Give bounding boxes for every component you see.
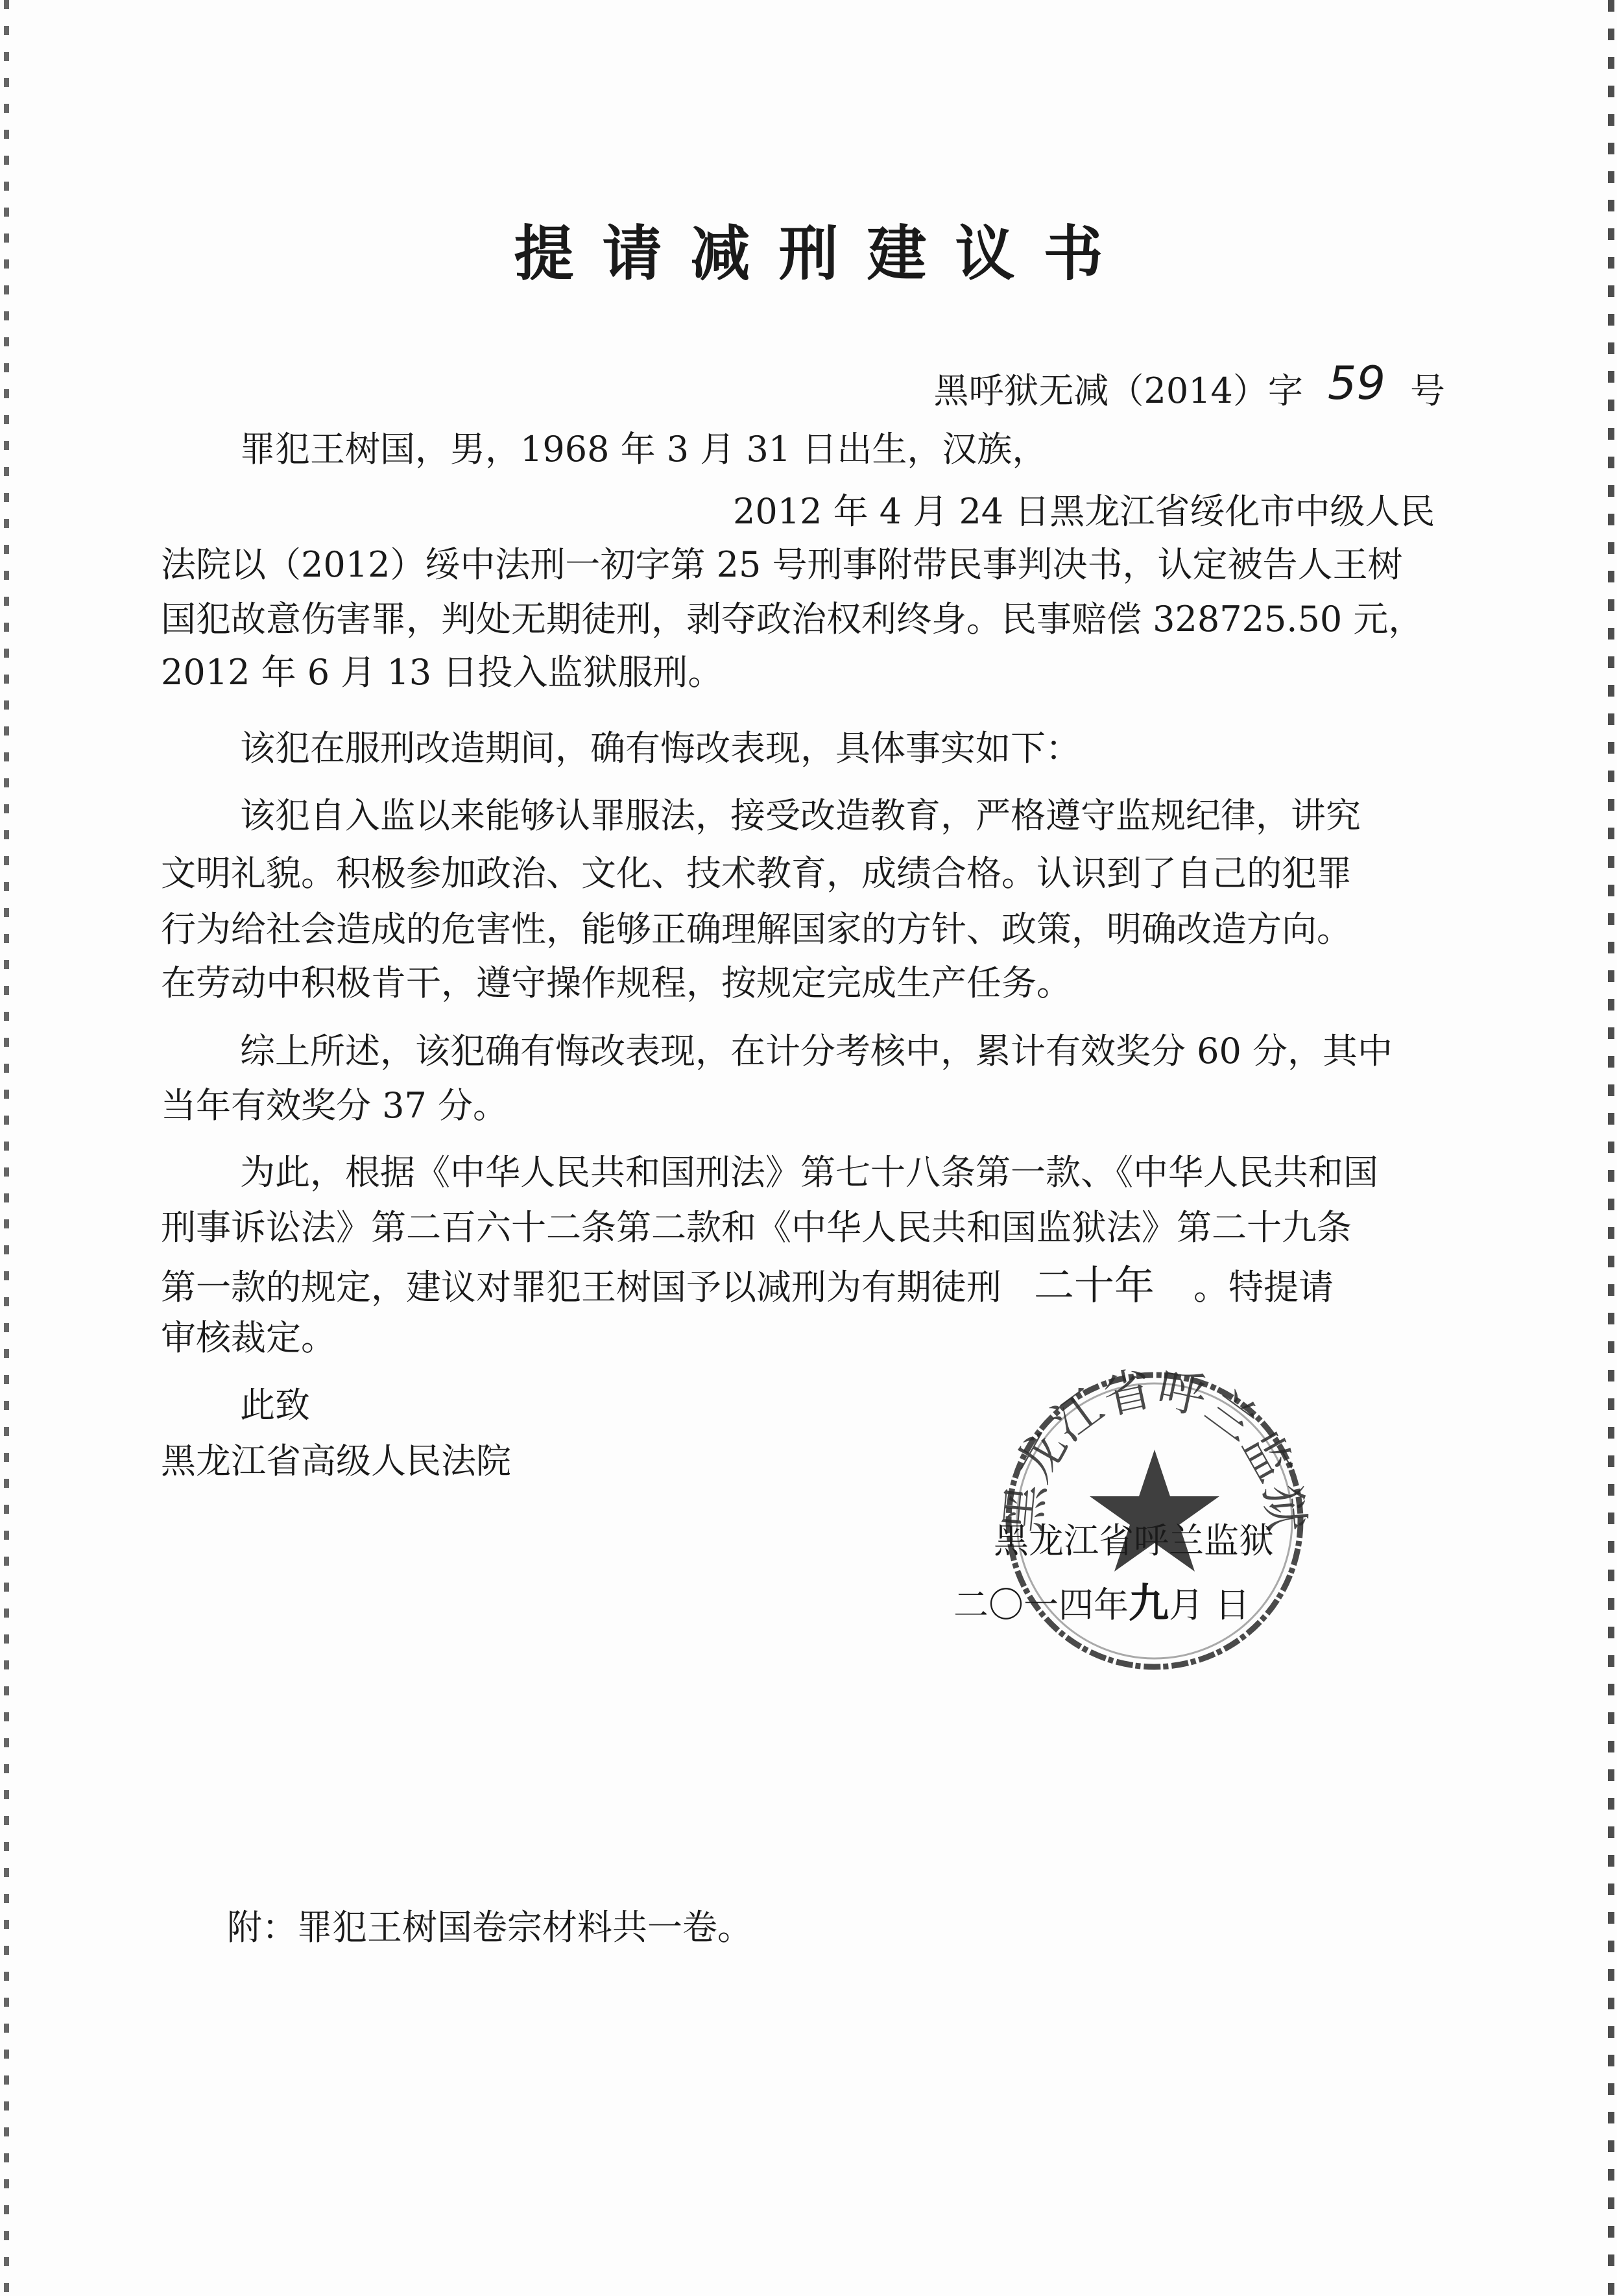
paragraph-facts-line-2: 文明礼貌。积极参加政治、文化、技术教育，成绩合格。认识到了自己的犯罪	[161, 853, 1352, 894]
paragraph-basis-line-2: 刑事诉讼法》第二百六十二条第二款和《中华人民共和国监狱法》第二十九条	[161, 1207, 1352, 1248]
attachment-note: 附：罪犯王树国卷宗材料共一卷。	[227, 1907, 752, 1948]
doc-number-suffix: 号	[1410, 370, 1445, 411]
paragraph-basis-line-4: 审核裁定。	[161, 1317, 336, 1358]
scan-edge-right	[1608, 0, 1614, 2296]
document-number	[933, 357, 1445, 414]
basis-line-3-end: 。特提请	[1193, 1267, 1334, 1308]
judgment-line-4: 2012 年 6 月 13 日投入监狱服刑。	[161, 652, 723, 693]
document-title: 提请减刑建议书	[514, 219, 1132, 289]
addressee: 黑龙江省高级人民法院	[161, 1441, 511, 1481]
signing-date	[953, 1571, 1250, 1629]
paragraph-basis-line-1: 为此，根据《中华人民共和国刑法》第七十八条第一款、《中华人民共和国	[240, 1152, 1378, 1193]
basis-line-3-text: 第一款的规定，建议对罪犯王树国予以减刑为有期徒刑	[161, 1267, 1001, 1308]
paragraph-basis-line-3	[161, 1262, 1334, 1309]
scan-edge-left	[4, 0, 9, 2296]
doc-number-prefix: 黑呼狱无减（2014）字	[933, 370, 1303, 411]
criminal-info-line: 罪犯王树国，男，1968 年 3 月 31 日出生，汉族，	[240, 429, 1048, 470]
handwritten-sentence-term: 二十年	[1034, 1262, 1155, 1309]
judgment-line-2: 法院以（2012）绥中法刑一初字第 25 号刑事附带民事判决书，认定被告人王树	[161, 544, 1403, 585]
date-year: 二〇一四年	[953, 1584, 1129, 1625]
paragraph-summary-line-2: 当年有效奖分 37 分。	[161, 1085, 509, 1126]
paragraph-facts-line-4: 在劳动中积极肯干，遵守操作规程，按规定完成生产任务。	[161, 963, 1072, 1003]
signing-organization: 黑龙江省呼兰监狱	[994, 1520, 1274, 1561]
paragraph-facts-line-3: 行为给社会造成的危害性，能够正确理解国家的方针、政策，明确改造方向。	[161, 909, 1352, 950]
judgment-line-3: 国犯故意伤害罪，判处无期徒刑，剥夺政治权利终身。民事赔偿 328725.50 元，	[161, 599, 1424, 640]
doc-number-handwritten: 59	[1327, 357, 1385, 410]
seal-text: 黑龙江省呼兰监狱	[995, 1361, 1314, 1535]
paragraph-intro: 该犯在服刑改造期间，确有悔改表现，具体事实如下：	[240, 728, 1081, 769]
judgment-line-1: 2012 年 4 月 24 日黑龙江省绥化市中级人民	[733, 491, 1435, 532]
paragraph-summary-line-1: 综上所述，该犯确有悔改表现，在计分考核中，累计有效奖分 60 分，其中	[240, 1031, 1393, 1071]
date-rest: 月 日	[1169, 1584, 1251, 1625]
date-month-handwritten: 九	[1129, 1579, 1169, 1627]
salutation: 此致	[240, 1385, 310, 1426]
paragraph-facts-line-1: 该犯自入监以来能够认罪服法，接受改造教育，严格遵守监规纪律，讲究	[240, 795, 1361, 836]
